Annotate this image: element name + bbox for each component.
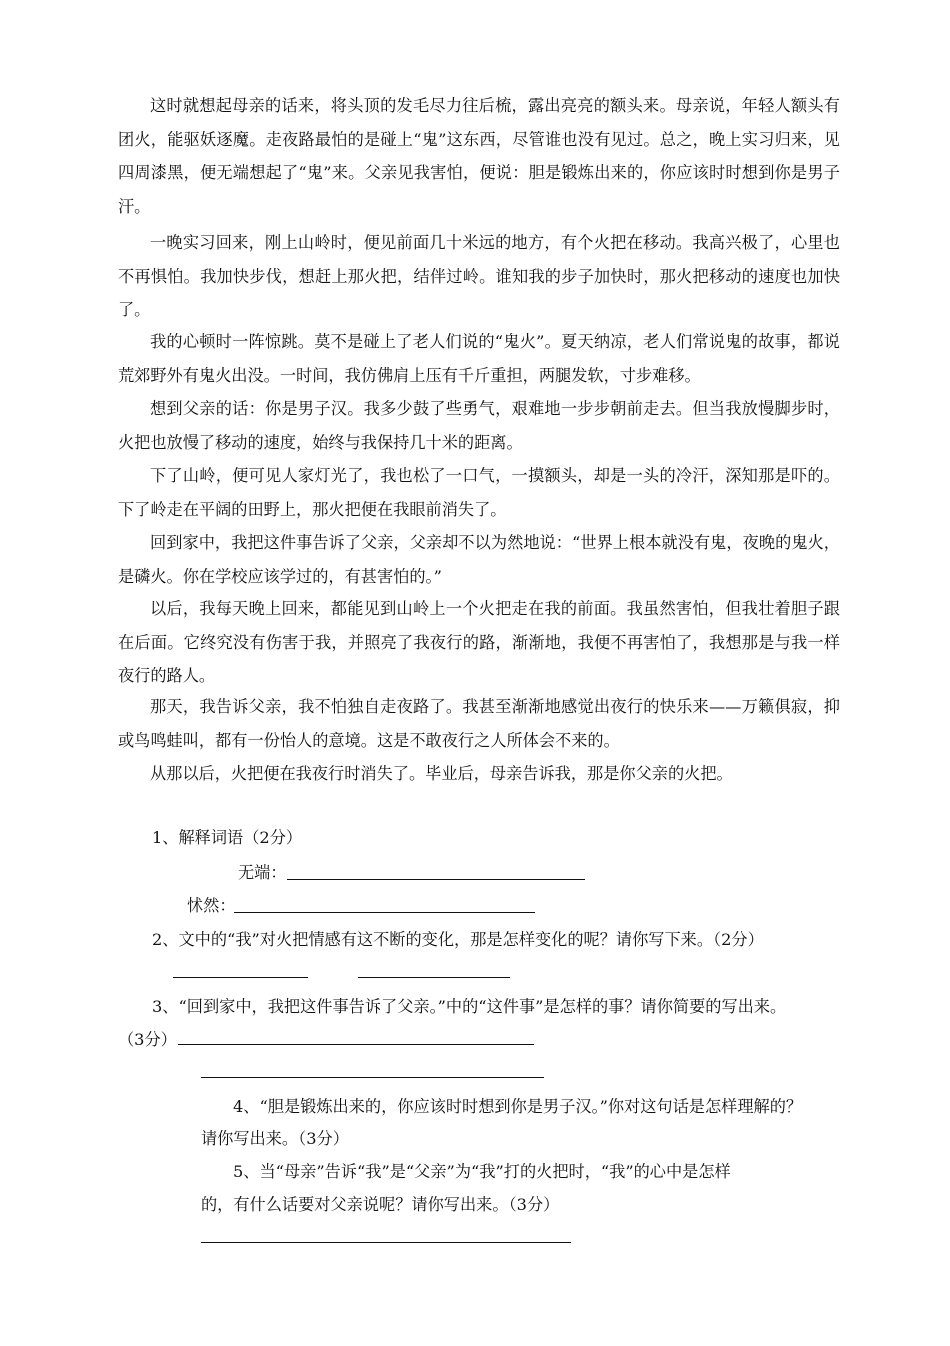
question-3-points: （3分） — [118, 1030, 177, 1049]
question-1-term-wuduan: 无端： — [238, 863, 287, 882]
question-3-answer-line-b[interactable] — [201, 1077, 544, 1078]
passage-paragraph-8: 那天，我告诉父亲，我不怕独自走夜路了。我甚至渐渐地感觉出夜行的快乐来——万籁俱寂，抑或鸟鸣蛙叫，都有一份怡人的意境。这是不敢夜行之人所体会不来的。 — [118, 697, 840, 750]
passage-paragraph-4: 想到父亲的话：你是男子汉。我多少鼓了些勇气，艰难地一步步朝前走去。但当我放慢脚步时，火把也放慢了移动的速度，始终与我保持几十米的距离。 — [118, 399, 840, 452]
question-2-prompt: 2、文中的“我”对火把情感有这不断的变化，那是怎样变化的呢？请你写下来。（2分） — [152, 930, 764, 949]
passage-paragraph-1: 这时就想起母亲的话来，将头顶的发毛尽力往后梳，露出亮亮的额头来。母亲说，年轻人额头有团火，能驱妖逐魔。走夜路最怕的是碰上“鬼”这东西，尽管谁也没有见过。总之，晚上实习归来，见四周漆黑，便无端想起了“鬼”来。父亲见我害怕，便说：胆是锻炼出来的，你应该时时想到你是男子汗。 — [118, 96, 840, 216]
question-1-term-churan: 怵然： — [187, 896, 236, 915]
question-3-prompt: 3、“回到家中，我把这件事告诉了父亲。”中的“这件事”是怎样的事？请你简要的写出来。 — [152, 997, 787, 1016]
question-3-answer-line-a[interactable] — [178, 1044, 534, 1045]
question-5-prompt: 5、当“母亲”告诉“我”是“父亲”为“我”打的火把时，“我”的心中是怎样 — [233, 1162, 731, 1181]
passage-paragraph-9: 从那以后，火把便在我夜行时消失了。毕业后，母亲告诉我，那是你父亲的火把。 — [150, 764, 733, 783]
question-2-answer-line-a[interactable] — [173, 977, 308, 978]
passage-paragraph-3: 我的心顿时一阵惊跳。莫不是碰上了老人们说的“鬼火”。夏天纳凉，老人们常说鬼的故事，都说荒郊野外有鬼火出没。一时间，我仿佛肩上压有千斤重担，两腿发软，寸步难移。 — [118, 332, 840, 385]
passage-paragraph-5: 下了山岭，便可见人家灯光了，我也松了一口气，一摸额头，却是一头的冷汗，深知那是吓的。下了岭走在平阔的田野上，那火把便在我眼前消失了。 — [118, 466, 840, 519]
passage-paragraph-2: 一晚实习回来，刚上山岭时，便见前面几十米远的地方，有个火把在移动。我高兴极了，心里也不再惧怕。我加快步伐，想赶上那火把，结伴过岭。谁知我的步子加快时，那火把移动的速度也加快了。 — [118, 233, 840, 320]
question-4-prompt: 4、“胆是锻炼出来的，你应该时时想到你是男子汉。”你对这句话是怎样理解的？ — [233, 1097, 803, 1116]
passage-paragraph-6: 回到家中，我把这件事告诉了父亲，父亲却不以为然地说：“世界上根本就没有鬼，夜晚的鬼火，是磷火。你在学校应该学过的，有甚害怕的。” — [118, 533, 840, 586]
question-2-answer-line-b[interactable] — [358, 977, 510, 978]
question-1-answer-line-a[interactable] — [287, 879, 585, 880]
question-1-answer-line-b[interactable] — [234, 912, 535, 913]
passage-paragraph-7: 以后，我每天晚上回来，都能见到山岭上一个火把走在我的前面。我虽然害怕，但我壮着胆子跟在后面。它终究没有伤害于我，并照亮了我夜行的路，渐渐地，我便不再害怕了，我想那是与我一样夜行的路人。 — [118, 599, 840, 686]
question-4-prompt-cont: 请你写出来。（3分） — [201, 1129, 349, 1148]
question-5-answer-line[interactable] — [201, 1242, 571, 1243]
question-1-prompt: 1、解释词语（2分） — [152, 828, 303, 847]
question-5-prompt-cont: 的，有什么话要对父亲说呢？请你写出来。（3分） — [201, 1195, 560, 1214]
